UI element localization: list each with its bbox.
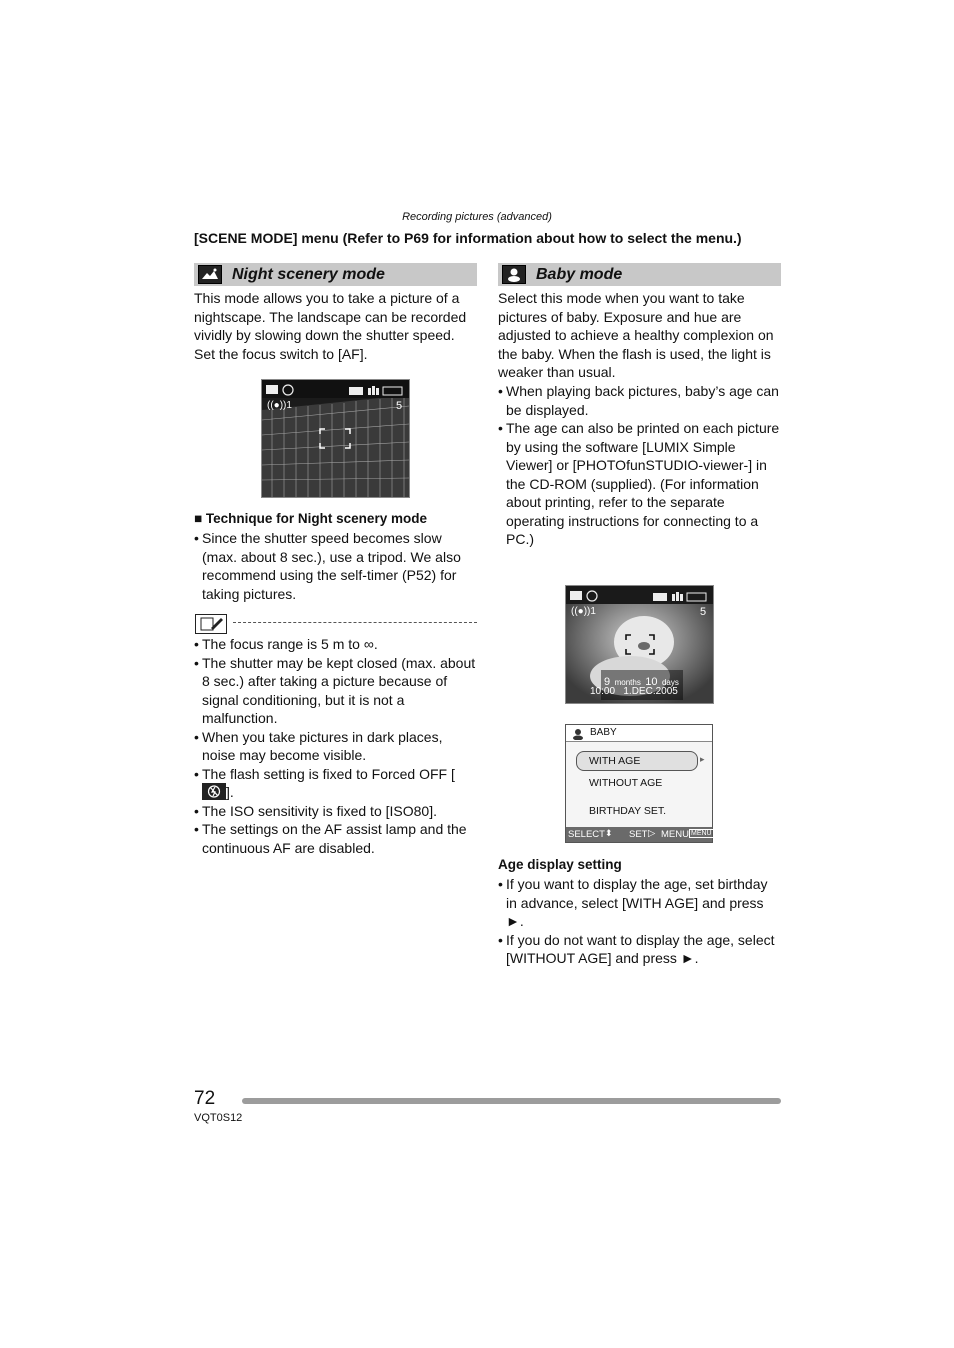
baby-lcd-preview: [565, 585, 714, 704]
baby-intro-text: Select this mode when you want to take pictures of baby. Exposure and hue are adjusted to achieve a healthy complexion on the baby. When the flash is used, the light is weaker than usual.: [498, 290, 774, 380]
up-down-icon: ⬍: [605, 828, 613, 838]
menu-title-bar: [566, 725, 712, 742]
baby-icon: [502, 265, 526, 284]
remaining-count: 5: [396, 400, 403, 412]
list-item: • When playing back pictures, baby’s age can be displayed.: [498, 382, 781, 419]
list-item: • If you want to display the age, set birthday in advance, select [WITH AGE] and press ►.: [498, 875, 781, 931]
page-number: 72: [194, 1088, 216, 1109]
notes-list: [194, 635, 477, 857]
menu-title: BABY: [590, 727, 617, 738]
menu-button-icon: MENU: [691, 830, 712, 837]
night-scenery-icon: [198, 265, 222, 284]
baby-bullet-list: [498, 382, 781, 549]
list-item: • The shutter may be kept closed (max. about 8 sec.) after taking a picture because of signal conditioning, but it is not a malfunction.: [194, 654, 477, 728]
page-title: [SCENE MODE] menu (Refer to P69 for information about how to select the menu.): [194, 230, 742, 246]
section-header-baby: [498, 263, 781, 286]
divider: [233, 622, 477, 623]
baby-menu-screen: [565, 724, 713, 843]
remaining-count: 5: [700, 606, 707, 618]
night-scenery-lcd-preview: [261, 379, 410, 498]
footer-rule: [242, 1098, 781, 1104]
arrow-right-icon: ▸: [700, 754, 705, 764]
section-title: Night scenery mode: [232, 265, 385, 283]
list-item: • The focus range is 5 m to ∞.: [194, 635, 477, 654]
technique-list: [194, 529, 477, 603]
page-running-header: Recording pictures (advanced): [402, 211, 552, 223]
menu-item-without-age[interactable]: WITHOUT AGE: [589, 777, 663, 789]
list-item: • The flash setting is fixed to Forced OFF [].: [194, 765, 477, 802]
list-item: • The ISO sensitivity is fixed to [ISO80].: [194, 802, 477, 821]
section-header-night-scenery: [194, 263, 477, 286]
list-item: • If you do not want to display the age, select [WITHOUT AGE] and press ►.: [498, 931, 781, 968]
menu-footer-bar: [566, 827, 712, 842]
document-code: VQT0S12: [194, 1112, 243, 1124]
list-item: • The age can also be printed on each picture by using the software [LUMIX Simple Viewer] or [PHOTOfunSTUDIO-viewer-] in the CD-ROM (supplied). (For information about printing, refer to the separate operating instructions for connecting to a PC.): [498, 419, 781, 549]
list-item: • When you take pictures in dark places, noise may become visible.: [194, 728, 477, 765]
stabilizer-indicator: ((●))1: [571, 606, 596, 617]
footer-menu-label: MENU: [661, 829, 689, 840]
time-date-display: 10:00 1.DEC.2005: [590, 686, 678, 697]
menu-item-birthday-set[interactable]: BIRTHDAY SET.: [589, 805, 667, 817]
section-title: Baby mode: [536, 265, 623, 283]
footer-set-label: SET: [629, 829, 648, 840]
flash-off-icon: [202, 783, 226, 800]
note-icon: [195, 614, 227, 634]
list-item: • Since the shutter speed becomes slow (max. about 8 sec.), use a tripod. We also recommend using the self-timer (P52) for taking pictures.: [194, 529, 477, 603]
baby-icon: [570, 727, 586, 745]
night-intro-text: This mode allows you to take a picture of a nightscape. The landscape can be recorded vividly by slowing down the shutter speed. Set the focus switch to [AF].: [194, 290, 467, 362]
age-bullet-list: [498, 875, 781, 968]
list-item: • The settings on the AF assist lamp and the continuous AF are disabled.: [194, 820, 477, 857]
technique-heading: ■ Technique for Night scenery mode: [194, 511, 427, 526]
night-building-photo: [262, 380, 409, 497]
arrow-right-icon: ▷: [648, 828, 656, 839]
footer-select-label: SELECT: [568, 829, 605, 840]
baby-age-display: 9 months 10 days: [604, 676, 679, 688]
age-display-heading: Age display setting: [498, 857, 622, 872]
square-bullet-icon: ■: [194, 511, 203, 526]
stabilizer-indicator: ((●))1: [267, 400, 292, 411]
menu-item-with-age[interactable]: WITH AGE: [576, 751, 698, 771]
